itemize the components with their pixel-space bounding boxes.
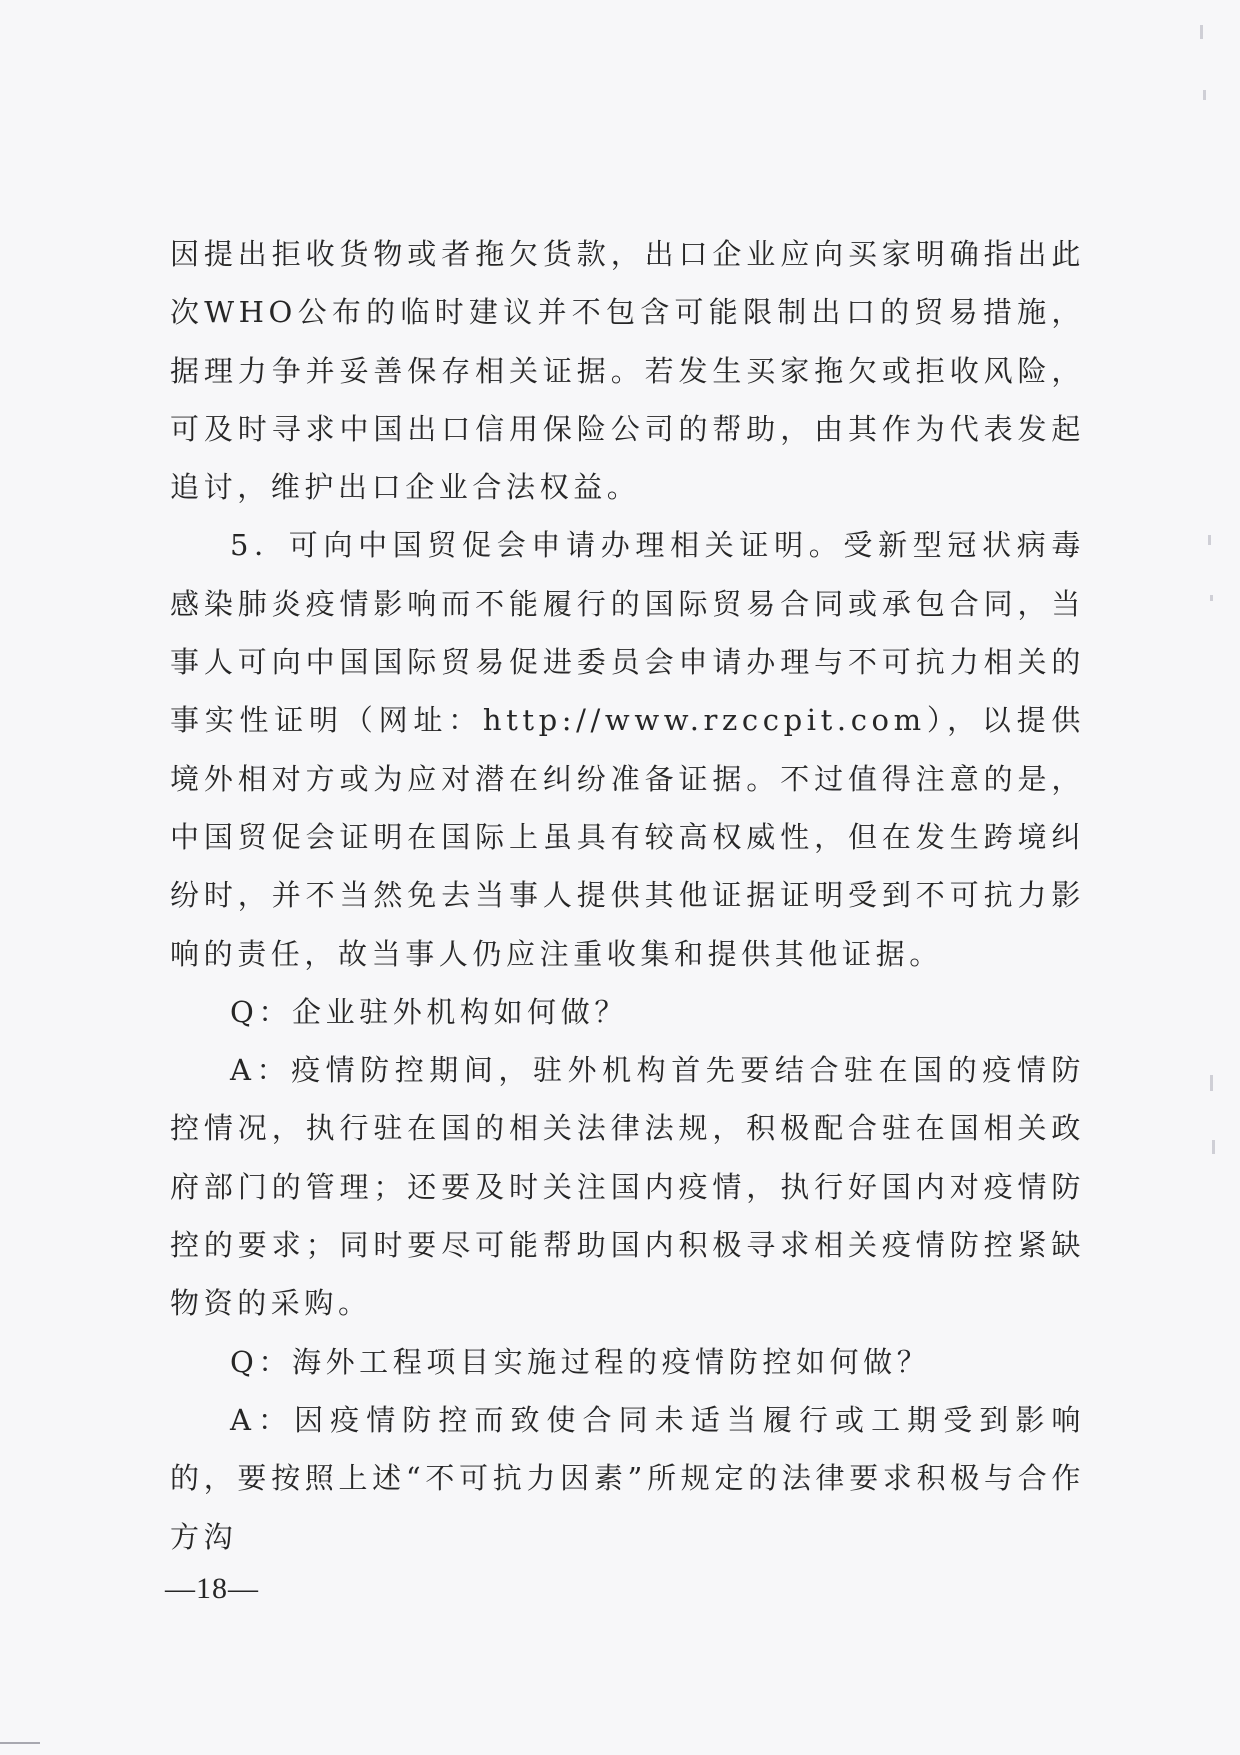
- paragraph-item-5: 5．可向中国贸促会申请办理相关证明。受新型冠状病毒感染肺炎疫情影响而不能履行的国际贸易合同或承包合同，当事人可向中国国际贸易促进委员会申请办理与不可抗力相关的事实性证明（网址：http://www.rzccpit.com），以提供境外相对方或为应对潜在纠纷准备证据。不过值得注意的是，中国贸促会证明在国际上虽具有较高权威性，但在发生跨境纠纷时，并不当然免去当事人提供其他证据证明受到不可抗力影响的责任，故当事人仍应注重收集和提供其他证据。: [170, 528, 1085, 971]
- page-number: —18—: [165, 1572, 259, 1605]
- scan-artifact: [1200, 25, 1203, 39]
- scan-artifact: [1203, 90, 1206, 100]
- document-body: [170, 225, 1085, 1566]
- paragraph-continuation: 因提出拒收货物或者拖欠货款，出口企业应向买家明确指出此次WHO公布的临时建议并不包含可能限制出口的贸易措施，据理力争并妥善保存相关证据。若发生买家拖欠或拒收风险，可及时寻求中国出口信用保险公司的帮助，由其作为代表发起追讨，维护出口企业合法权益。: [170, 237, 1085, 505]
- scan-edge-line: [0, 1742, 40, 1744]
- scan-artifact: [1212, 1140, 1215, 1154]
- question-overseas-project: Q：海外工程项目实施过程的疫情防控如何做？: [230, 1344, 931, 1379]
- answer-overseas-project: A：因疫情防控而致使合同未适当履行或工期受到影响的，要按照上述“不可抗力因素”所规定的法律要求积极与合作方沟: [170, 1402, 1085, 1554]
- scan-artifact: [1210, 595, 1213, 601]
- question-overseas-branch: Q：企业驻外机构如何做？: [230, 994, 628, 1029]
- scan-artifact: [1208, 535, 1211, 545]
- scan-artifact: [1210, 1075, 1213, 1091]
- answer-overseas-branch: A：疫情防控期间，驻外机构首先要结合驻在国的疫情防控情况，执行驻在国的相关法律法规，积极配合驻在国相关政府部门的管理；还要及时关注国内疫情，执行好国内对疫情防控的要求；同时要尽可能帮助国内积极寻求相关疫情防控紧缺物资的采购。: [170, 1053, 1085, 1321]
